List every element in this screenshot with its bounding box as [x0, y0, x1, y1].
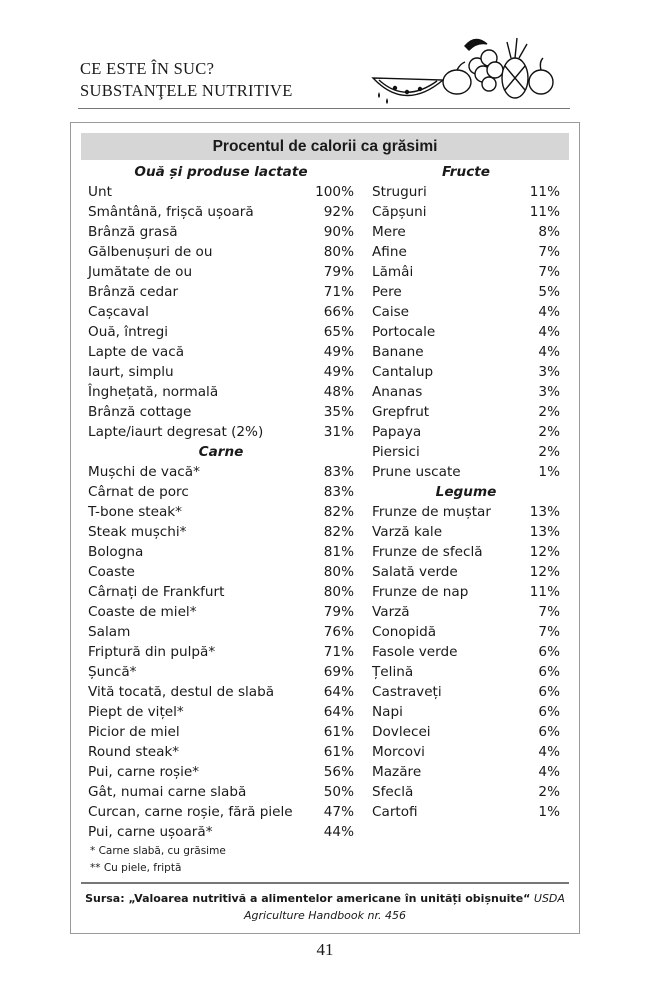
fat-percentage: 92% [323, 204, 354, 220]
food-name: Unt [88, 184, 112, 200]
fat-percentage: 71% [323, 644, 354, 660]
fat-percentage: 49% [323, 364, 354, 380]
food-name: T-bone steak* [88, 504, 182, 520]
table-row [88, 742, 354, 762]
fat-percentage: 2% [538, 404, 560, 420]
fat-percentage: 66% [323, 304, 354, 320]
food-name: Caise [372, 304, 410, 320]
fat-percentage: 1% [538, 464, 560, 480]
table-row [88, 762, 354, 782]
fat-percentage: 79% [323, 264, 354, 280]
table-row [372, 702, 560, 722]
table-row [372, 802, 560, 822]
table-row [88, 462, 354, 482]
food-name: Țelină [372, 664, 414, 680]
fat-percentage: 50% [323, 784, 354, 800]
table-row [88, 502, 354, 522]
fat-percentage: 76% [323, 624, 354, 640]
table-row [88, 402, 354, 422]
fat-percentage: 7% [538, 244, 560, 260]
fat-percentage: 3% [538, 384, 560, 400]
food-name: Șuncă* [88, 664, 137, 680]
table-row [88, 542, 354, 562]
table-row [372, 762, 560, 782]
fat-percentage: 11% [529, 184, 560, 200]
fruit-illustration-icon [365, 28, 565, 106]
food-name: Steak mușchi* [88, 524, 187, 540]
fat-percentage: 4% [538, 304, 560, 320]
table-row [372, 462, 560, 482]
table-row [88, 642, 354, 662]
fat-percentage: 6% [538, 664, 560, 680]
fat-percentage: 61% [323, 744, 354, 760]
section-heading: Carne [198, 444, 244, 460]
source-publication: USDA Agriculture Handbook nr. 456 [244, 892, 565, 922]
fat-percentage: 7% [538, 624, 560, 640]
right-column [372, 162, 560, 822]
table-row [88, 782, 354, 802]
fat-percentage: 80% [323, 564, 354, 580]
food-name: Brânză cedar [88, 284, 179, 300]
food-name: Afine [372, 244, 407, 260]
food-name: Mazăre [372, 764, 422, 780]
food-name: Morcovi [372, 744, 425, 760]
food-name: Salată verde [372, 564, 458, 580]
fat-percentage: 5% [538, 284, 560, 300]
table-row [372, 182, 560, 202]
fat-percentage: 64% [323, 704, 354, 720]
food-name: Coaste [88, 564, 135, 580]
food-name: Brânză cottage [88, 404, 192, 420]
fat-percentage: 6% [538, 704, 560, 720]
footnote-1: * Carne slabă, cu grăsime [90, 845, 226, 857]
table-row [88, 242, 354, 262]
food-name: Prune uscate [372, 464, 461, 480]
food-name: Ouă, întregi [88, 324, 169, 340]
fat-percentage: 69% [323, 664, 354, 680]
fat-percentage: 2% [538, 424, 560, 440]
source-title: „Valoarea nutritivă a alimentelor americane în unități obișnuite“ [128, 892, 531, 905]
food-name: Lapte/iaurt degresat (2%) [88, 424, 264, 440]
table-row [372, 662, 560, 682]
footnotes [90, 843, 226, 877]
food-name: Struguri [372, 184, 427, 200]
fat-percentage: 64% [323, 684, 354, 700]
food-name: Fasole verde [372, 644, 458, 660]
table-row [88, 482, 354, 502]
fat-percentage: 44% [323, 824, 354, 840]
table-row [88, 662, 354, 682]
fat-percentage: 49% [323, 344, 354, 360]
food-name: Cantalup [372, 364, 434, 380]
food-name: Conopidă [372, 624, 437, 640]
table-row [372, 682, 560, 702]
food-name: Ananas [372, 384, 423, 400]
header-rule [78, 108, 570, 109]
table-row [372, 722, 560, 742]
table-row [88, 562, 354, 582]
food-name: Înghețată, normală [88, 384, 219, 400]
table-row [88, 342, 354, 362]
section-heading: Fructe [442, 164, 490, 180]
section-heading: Legume [435, 484, 497, 500]
table-row [372, 502, 560, 522]
fat-percentage: 56% [323, 764, 354, 780]
food-name: Castraveți [372, 684, 442, 700]
source-note [81, 890, 569, 924]
table-row [88, 382, 354, 402]
fat-percentage: 3% [538, 364, 560, 380]
food-name: Bologna [88, 544, 144, 560]
food-name: Cașcaval [88, 304, 149, 320]
fat-percentage: 79% [323, 604, 354, 620]
fat-percentage: 12% [529, 544, 560, 560]
fat-percentage: 61% [323, 724, 354, 740]
table-row [88, 702, 354, 722]
table-row [88, 722, 354, 742]
fat-percentage: 11% [529, 204, 560, 220]
table-row [372, 782, 560, 802]
table-row [372, 242, 560, 262]
food-name: Piersici [372, 444, 420, 460]
table-row [372, 382, 560, 402]
table-row [372, 322, 560, 342]
table-row [88, 202, 354, 222]
food-name: Gât, numai carne slabă [88, 784, 247, 800]
fat-percentage: 35% [323, 404, 354, 420]
fat-percentage: 6% [538, 644, 560, 660]
food-name: Cârnați de Frankfurt [88, 584, 225, 600]
food-name: Pere [372, 284, 402, 300]
table-row [88, 222, 354, 242]
food-name: Banane [372, 344, 424, 360]
food-name: Napi [372, 704, 403, 720]
food-name: Papaya [372, 424, 422, 440]
table-row [372, 442, 560, 462]
table-row [88, 682, 354, 702]
table-row [372, 302, 560, 322]
table-row [372, 582, 560, 602]
food-name: Mere [372, 224, 406, 240]
food-name: Coaste de miel* [88, 604, 197, 620]
source-rule [81, 882, 569, 884]
fat-percentage: 47% [323, 804, 354, 820]
food-name: Piept de vițel* [88, 704, 184, 720]
food-name: Varză kale [372, 524, 443, 540]
food-name: Lămâi [372, 264, 414, 280]
table-row [372, 282, 560, 302]
table-row [88, 322, 354, 342]
running-header [80, 58, 293, 102]
table-title: Procentul de calorii ca grăsimi [81, 133, 569, 160]
fat-percentage: 11% [529, 584, 560, 600]
food-name: Căpșuni [372, 204, 427, 220]
food-name: Pui, carne roșie* [88, 764, 200, 780]
food-name: Salam [88, 624, 131, 640]
fat-percentage: 90% [323, 224, 354, 240]
section-heading: Ouă și produse lactate [134, 164, 308, 180]
food-name: Cartofi [372, 804, 418, 820]
fat-percentage: 83% [323, 484, 354, 500]
food-name: Picior de miel [88, 724, 180, 740]
fat-percentage: 7% [538, 264, 560, 280]
table-row [88, 362, 354, 382]
food-name: Frunze de muștar [372, 504, 491, 520]
table-row [372, 262, 560, 282]
food-name: Pui, carne ușoară* [88, 824, 213, 840]
fat-percentage: 100% [315, 184, 354, 200]
food-name: Portocale [372, 324, 436, 340]
fat-percentage: 80% [323, 244, 354, 260]
food-name: Frunze de sfeclă [372, 544, 483, 560]
table-row [372, 602, 560, 622]
fat-percentage: 4% [538, 744, 560, 760]
table-row [88, 602, 354, 622]
table-row [372, 202, 560, 222]
fat-percentage: 81% [323, 544, 354, 560]
fat-percentage: 83% [323, 464, 354, 480]
food-name: Smântână, frișcă ușoară [88, 204, 254, 220]
page-number: 41 [316, 940, 334, 959]
fat-percentage: 65% [323, 324, 354, 340]
table-row [372, 222, 560, 242]
table-row [88, 802, 354, 822]
food-name: Frunze de nap [372, 584, 469, 600]
table-row [372, 542, 560, 562]
fat-percentage: 80% [323, 584, 354, 600]
food-name: Friptură din pulpă* [88, 644, 216, 660]
table-row [88, 582, 354, 602]
table-row [88, 822, 354, 842]
food-name: Brânză grasă [88, 224, 178, 240]
food-name: Iaurt, simplu [88, 364, 174, 380]
table-row [372, 522, 560, 542]
fat-percentage: 1% [538, 804, 560, 820]
table-row [372, 642, 560, 662]
food-name: Curcan, carne roșie, fără piele [88, 804, 293, 820]
fat-percentage: 4% [538, 324, 560, 340]
fat-percentage: 48% [323, 384, 354, 400]
table-row [88, 422, 354, 442]
food-name: Vită tocată, destul de slabă [88, 684, 275, 700]
table-row [372, 402, 560, 422]
fat-percentage: 13% [529, 524, 560, 540]
fat-percentage: 6% [538, 724, 560, 740]
fat-percentage: 71% [323, 284, 354, 300]
fat-percentage: 2% [538, 444, 560, 460]
fat-percentage: 12% [529, 564, 560, 580]
table-row [88, 282, 354, 302]
food-name: Cârnat de porc [88, 484, 189, 500]
header-line-1: CE ESTE ÎN SUC? [80, 59, 215, 78]
fat-percentage: 4% [538, 344, 560, 360]
food-name: Varză [372, 604, 410, 620]
food-name: Round steak* [88, 744, 180, 760]
food-name: Jumătate de ou [88, 264, 193, 280]
table-row [88, 182, 354, 202]
fat-percentage: 82% [323, 504, 354, 520]
food-name: Dovlecei [372, 724, 431, 740]
fat-percentage: 2% [538, 784, 560, 800]
food-name: Sfeclă [372, 784, 414, 800]
fat-percentage: 8% [538, 224, 560, 240]
table-row [372, 362, 560, 382]
food-name: Mușchi de vacă* [88, 464, 200, 480]
table-row [372, 742, 560, 762]
table-row [88, 622, 354, 642]
footnote-2: ** Cu piele, friptă [90, 862, 182, 874]
fat-percentage: 82% [323, 524, 354, 540]
fat-percentage: 13% [529, 504, 560, 520]
table-row [372, 622, 560, 642]
table-row [88, 302, 354, 322]
left-column [88, 162, 354, 842]
table-row [88, 522, 354, 542]
table-row [88, 262, 354, 282]
food-name: Grepfrut [372, 404, 430, 420]
food-name: Gălbenușuri de ou [88, 244, 213, 260]
fat-percentage: 6% [538, 684, 560, 700]
source-prefix: Sursa: [85, 892, 129, 905]
table-row [372, 342, 560, 362]
fat-percentage: 7% [538, 604, 560, 620]
fat-percentage: 4% [538, 764, 560, 780]
food-name: Lapte de vacă [88, 344, 185, 360]
table-row [372, 422, 560, 442]
fat-percentage: 31% [323, 424, 354, 440]
table-row [372, 562, 560, 582]
header-line-2: SUBSTANŢELE NUTRITIVE [80, 81, 293, 100]
